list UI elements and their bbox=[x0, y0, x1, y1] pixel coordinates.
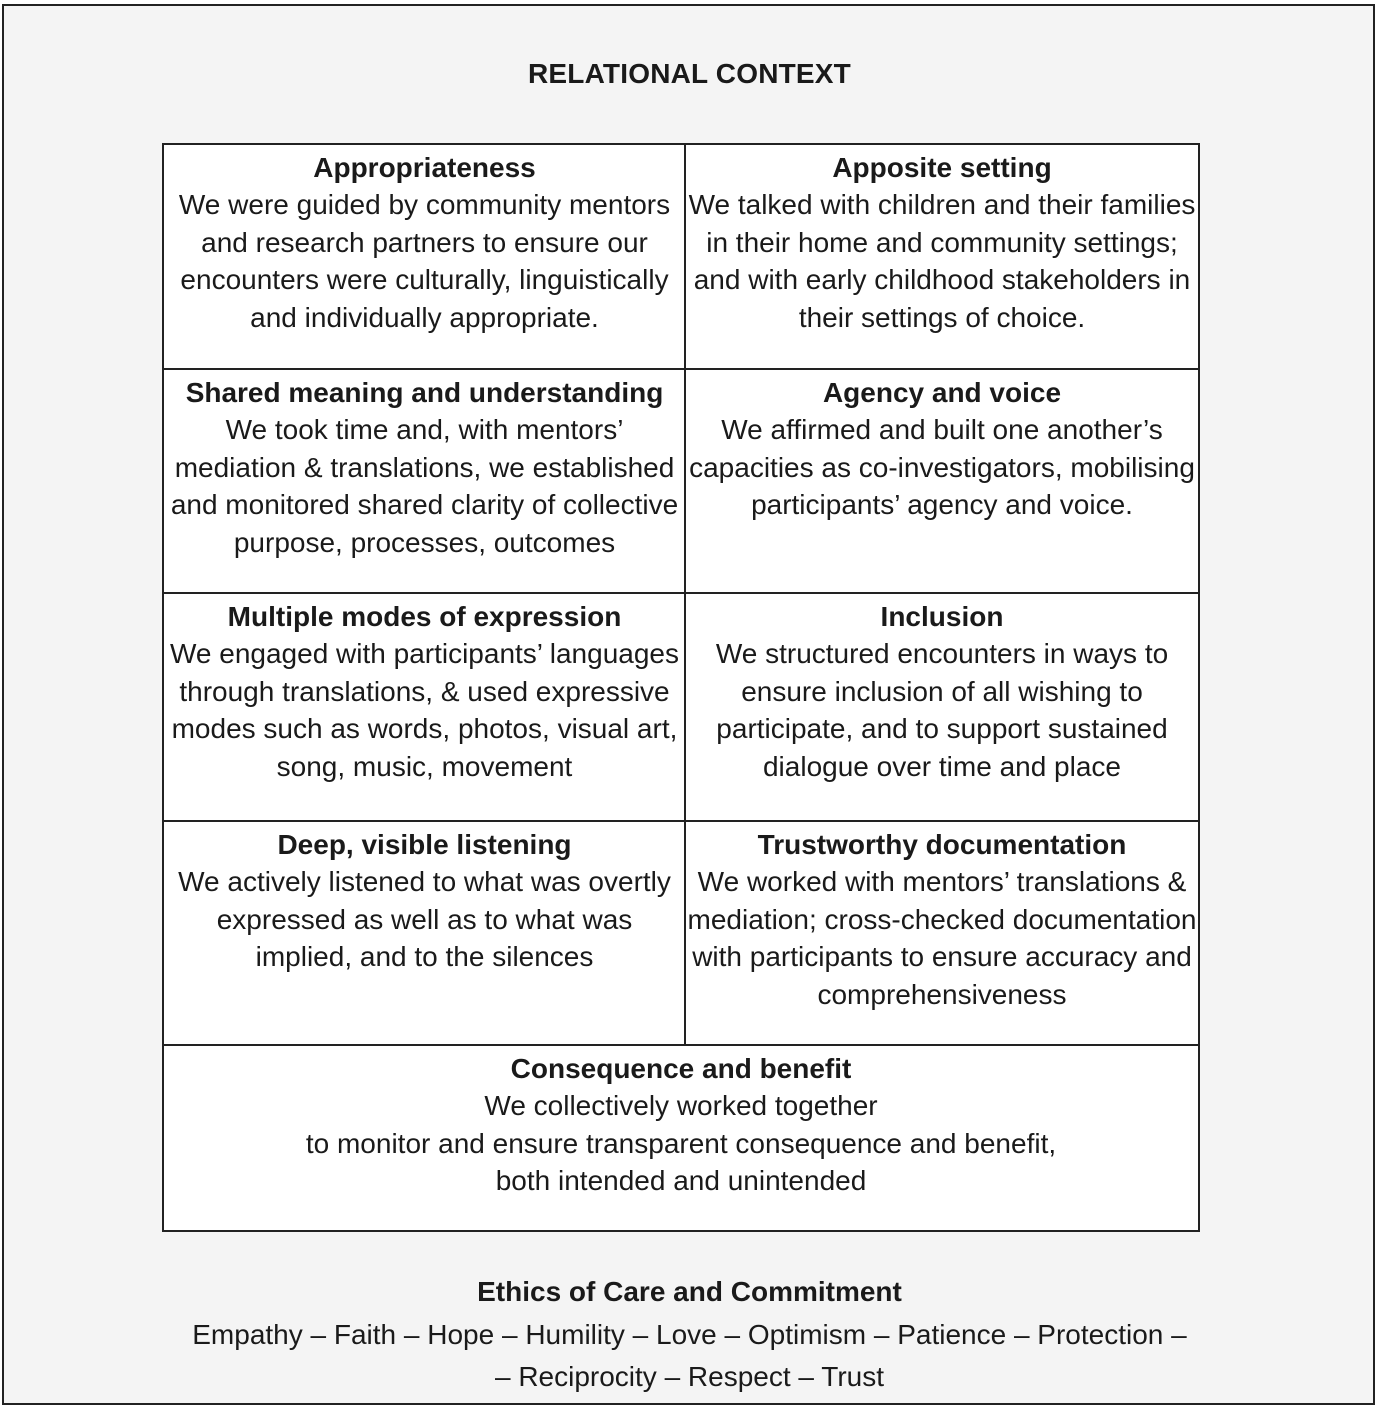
cell-heading: Consequence and benefit bbox=[510, 1053, 852, 1084]
principles-grid bbox=[162, 143, 1200, 1232]
cell-line: capacities as co-investigators, mobilising bbox=[689, 451, 1195, 483]
diagram-title: RELATIONAL CONTEXT bbox=[527, 58, 851, 89]
cell-line: We actively listened to what was overtly bbox=[178, 866, 671, 897]
cell-line: and research partners to ensure our bbox=[201, 226, 648, 258]
cell-heading: Appropriateness bbox=[313, 152, 536, 183]
cell-heading: Agency and voice bbox=[822, 377, 1062, 408]
cell-apposite-setting bbox=[686, 145, 1198, 368]
ethics-values-line-2: – Reciprocity – Respect – Trust bbox=[494, 1361, 885, 1392]
cell-line: and monitored shared clarity of collective bbox=[170, 489, 679, 520]
cell-line: mediation & translations, we established bbox=[174, 451, 675, 483]
cell-heading: Trustworthy documentation bbox=[757, 829, 1127, 860]
cell-line: purpose, processes, outcomes bbox=[233, 526, 616, 558]
cell-line: their settings of choice. bbox=[798, 301, 1086, 333]
cell-line: participate, and to support sustained bbox=[716, 713, 1168, 744]
ethics-values-line-1: Empathy – Faith – Hope – Humility – Love – Optimism – Patience – Protection – bbox=[192, 1319, 1187, 1350]
cell-line: participants’ agency and voice. bbox=[751, 489, 1133, 520]
cell-line: to monitor and ensure transparent consequence and benefit, bbox=[305, 1127, 1057, 1159]
cell-line: in their home and community settings; bbox=[706, 226, 1178, 258]
cell-line: implied, and to the silences bbox=[255, 941, 594, 972]
cell-line: We took time and, with mentors’ bbox=[225, 414, 624, 445]
cell-line: through translations, & used expressive bbox=[179, 675, 670, 707]
cell-shared-meaning bbox=[164, 370, 685, 592]
cell-heading: Apposite setting bbox=[832, 152, 1052, 183]
cell-deep-listening bbox=[164, 822, 685, 1044]
cell-line: We engaged with participants’ languages bbox=[169, 638, 679, 669]
cell-line: comprehensiveness bbox=[817, 978, 1067, 1010]
cell-line: song, music, movement bbox=[276, 750, 573, 782]
cell-line: and individually appropriate. bbox=[250, 301, 599, 333]
cell-heading: Multiple modes of expression bbox=[227, 601, 622, 632]
cell-consequence-and-benefit bbox=[164, 1046, 1198, 1230]
cell-heading: Inclusion bbox=[880, 601, 1004, 632]
cell-line: We collectively worked together bbox=[484, 1090, 878, 1121]
cell-line: We affirmed and built one another’s bbox=[721, 414, 1163, 445]
cell-line: encounters were culturally, linguistically bbox=[180, 264, 669, 295]
cell-agency-and-voice bbox=[686, 370, 1198, 592]
cell-line: We worked with mentors’ translations & bbox=[697, 866, 1187, 897]
cell-line: mediation; cross-checked documentation bbox=[687, 903, 1197, 935]
ethics-title: Ethics of Care and Commitment bbox=[477, 1276, 902, 1307]
cell-line: We talked with children and their families bbox=[688, 189, 1196, 220]
cell-line: with participants to ensure accuracy and bbox=[692, 941, 1192, 972]
cell-line: ensure inclusion of all wishing to bbox=[741, 675, 1143, 707]
cell-line: modes such as words, photos, visual art, bbox=[171, 713, 678, 744]
cell-line: and with early childhood stakeholders in bbox=[693, 264, 1191, 295]
cell-line: We were guided by community mentors bbox=[178, 189, 671, 220]
cell-inclusion bbox=[686, 594, 1198, 820]
cell-line: expressed as well as to what was bbox=[216, 903, 633, 935]
cell-trustworthy-documentation bbox=[686, 822, 1198, 1044]
cell-appropriateness bbox=[164, 145, 685, 368]
cell-line: dialogue over time and place bbox=[762, 750, 1121, 782]
cell-heading: Shared meaning and understanding bbox=[185, 377, 664, 408]
cell-heading: Deep, visible listening bbox=[277, 829, 572, 860]
cell-line: both intended and unintended bbox=[495, 1165, 867, 1196]
cell-multiple-modes bbox=[164, 594, 685, 820]
cell-line: We structured encounters in ways to bbox=[715, 638, 1169, 669]
